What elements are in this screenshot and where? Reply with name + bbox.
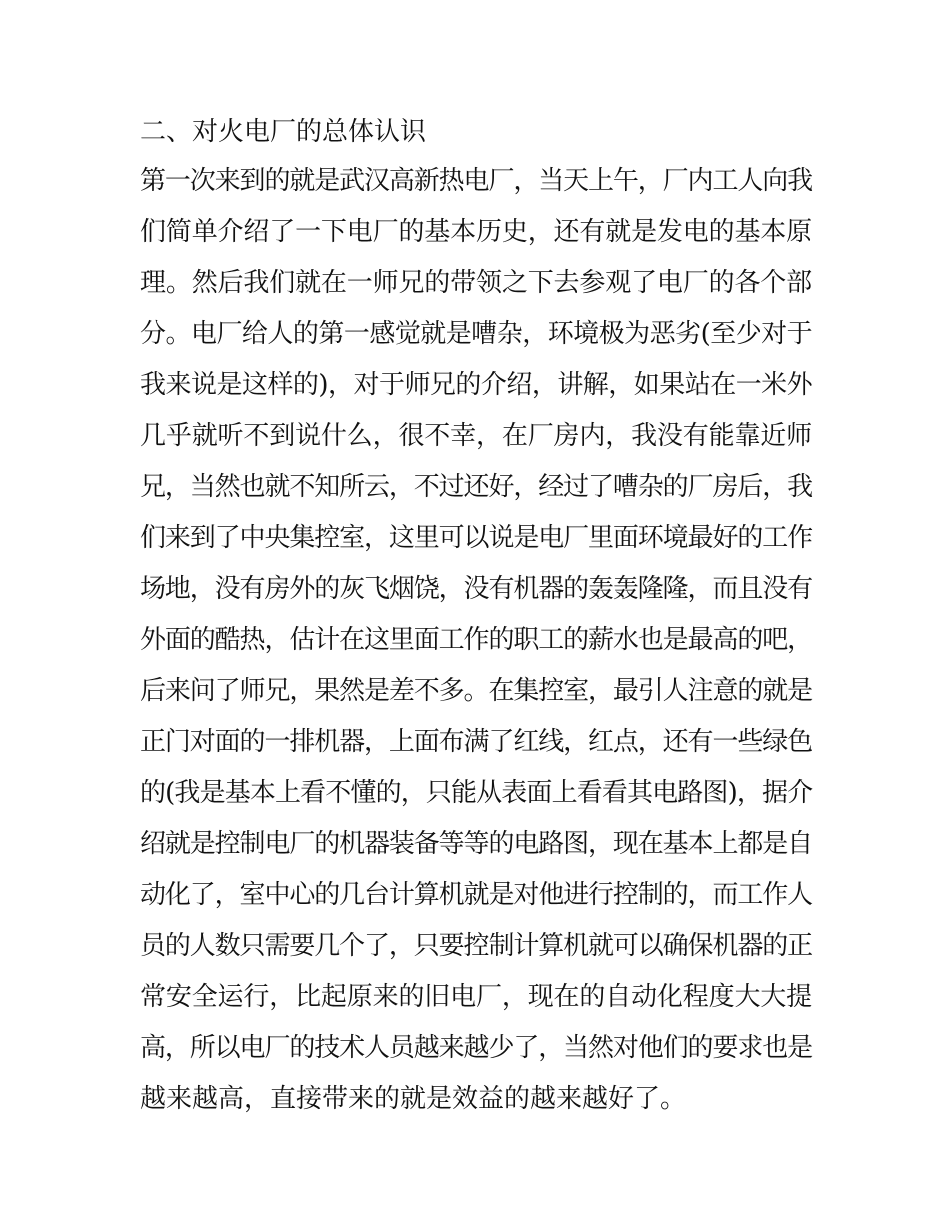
paragraph-line: 常安全运行，比起原来的旧电厂，现在的自动化程度大大提 xyxy=(140,982,813,1012)
paragraph-line: 越来越高，直接带来的就是效益的越来越好了。 xyxy=(140,1084,687,1114)
paragraph-line: 的(我是基本上看不懂的，只能从表面上看看其电路图)，据介 xyxy=(140,778,813,808)
paragraph-line: 们简单介绍了一下电厂的基本历史，还有就是发电的基本原 xyxy=(140,217,813,247)
paragraph-line: 高，所以电厂的技术人员越来越少了，当然对他们的要求也是 xyxy=(140,1033,813,1063)
section-heading: 二、对火电厂的总体认识 xyxy=(140,117,427,147)
paragraph-line: 场地，没有房外的灰飞烟饶，没有机器的轰轰隆隆，而且没有 xyxy=(140,574,813,604)
paragraph-line: 我来说是这样的)，对于师兄的介绍，讲解，如果站在一米外 xyxy=(140,370,813,400)
paragraph-line: 分。电厂给人的第一感觉就是嘈杂，环境极为恶劣(至少对于 xyxy=(140,319,813,349)
paragraph-line: 正门对面的一排机器，上面布满了红线，红点，还有一些绿色 xyxy=(140,727,813,757)
paragraph-line: 几乎就听不到说什么，很不幸，在厂房内，我没有能靠近师 xyxy=(140,421,813,451)
paragraph-line: 动化了，室中心的几台计算机就是对他进行控制的，而工作人 xyxy=(140,880,813,910)
paragraph-line: 理。然后我们就在一师兄的带领之下去参观了电厂的各个部 xyxy=(140,268,813,298)
paragraph-line: 外面的酷热，估计在这里面工作的职工的薪水也是最高的吧， xyxy=(140,625,813,655)
paragraph-line: 后来问了师兄，果然是差不多。在集控室，最引人注意的就是 xyxy=(140,676,813,706)
paragraph-line: 绍就是控制电厂的机器装备等等的电路图，现在基本上都是自 xyxy=(140,829,813,859)
paragraph-line: 第一次来到的就是武汉高新热电厂，当天上午，厂内工人向我 xyxy=(140,166,813,196)
paragraph-line: 员的人数只需要几个了，只要控制计算机就可以确保机器的正 xyxy=(140,931,813,961)
paragraph-line: 兄，当然也就不知所云，不过还好，经过了嘈杂的厂房后，我 xyxy=(140,472,813,502)
paragraph-line: 们来到了中央集控室，这里可以说是电厂里面环境最好的工作 xyxy=(140,523,813,553)
